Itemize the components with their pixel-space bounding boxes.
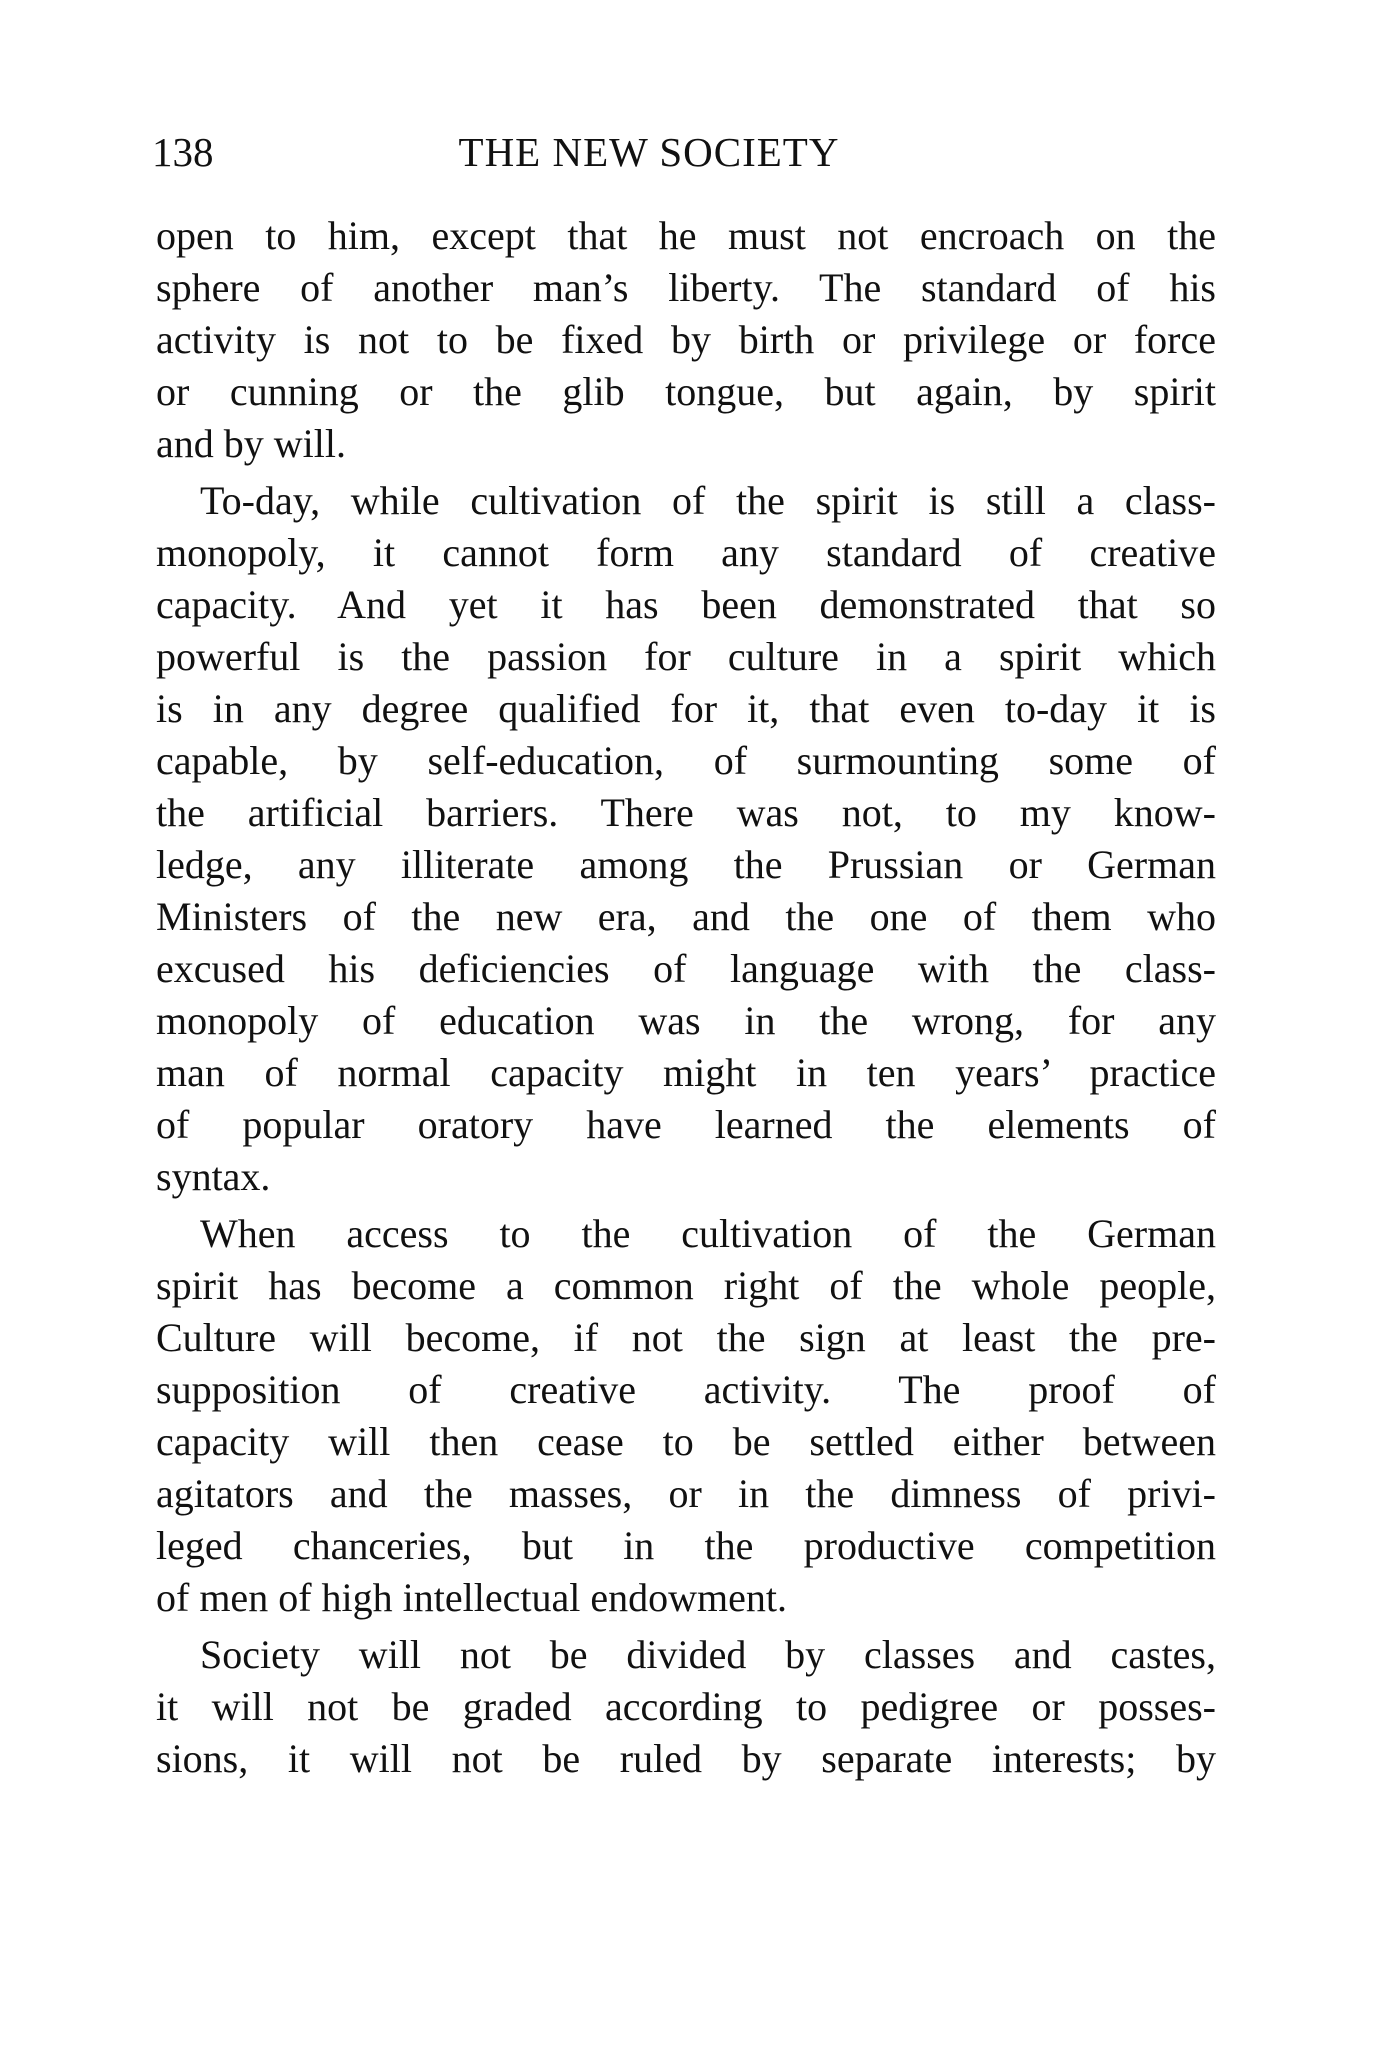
text-line: supposition of creative activity. The proof of (156, 1367, 1216, 1412)
paragraph (156, 475, 1216, 1203)
text-line: ledge, any illiterate among the Prussian or German (156, 842, 1216, 887)
paragraph (156, 210, 1216, 470)
text-line: To-day, while cultivation of the spirit is still a class- (200, 478, 1216, 523)
text-line: or cunning or the glib tongue, but again, by spirit (156, 369, 1216, 414)
text-line: of popular oratory have learned the elements of (156, 1102, 1216, 1147)
text-line: Ministers of the new era, and the one of them who (156, 894, 1216, 939)
text-line: Culture will become, if not the sign at least the pre- (156, 1315, 1216, 1360)
text-line: Society will not be divided by classes and castes, (200, 1632, 1216, 1677)
text-line: it will not be graded according to pedigree or posses- (156, 1684, 1216, 1729)
text-line: open to him, except that he must not encroach on the (156, 213, 1216, 258)
paragraph (156, 1208, 1216, 1624)
text-line: capacity. And yet it has been demonstrated that so (156, 582, 1216, 627)
running-title: THE NEW SOCIETY (458, 129, 840, 175)
page-number: 138 (152, 129, 214, 175)
text-line: activity is not to be fixed by birth or privilege or force (156, 317, 1216, 362)
text-line: and by will. (156, 421, 346, 466)
text-line: agitators and the masses, or in the dimness of privi- (156, 1471, 1216, 1516)
text-line: syntax. (156, 1154, 271, 1199)
text-line: monopoly of education was in the wrong, for any (156, 998, 1216, 1043)
text-line: of men of high intellectual endowment. (156, 1575, 787, 1620)
page-header (152, 128, 1216, 180)
body-text (156, 210, 1216, 1790)
text-line: sphere of another man’s liberty. The standard of his (156, 265, 1216, 310)
text-line: monopoly, it cannot form any standard of creative (156, 530, 1216, 575)
text-line: capacity will then cease to be settled either between (156, 1419, 1216, 1464)
text-line: spirit has become a common right of the whole people, (156, 1263, 1216, 1308)
text-line: man of normal capacity might in ten years’ practice (156, 1050, 1216, 1095)
text-line: the artificial barriers. There was not, to my know- (156, 790, 1216, 835)
text-line: capable, by self-education, of surmounting some of (156, 738, 1216, 783)
text-line: sions, it will not be ruled by separate interests; by (156, 1736, 1216, 1781)
text-line: powerful is the passion for culture in a spirit which (156, 634, 1216, 679)
text-line: When access to the cultivation of the German (200, 1211, 1216, 1256)
text-line: is in any degree qualified for it, that even to-day it is (156, 686, 1216, 731)
text-line: leged chanceries, but in the productive competition (156, 1523, 1216, 1568)
paragraph (156, 1629, 1216, 1785)
text-line: excused his deficiencies of language with the class- (156, 946, 1216, 991)
